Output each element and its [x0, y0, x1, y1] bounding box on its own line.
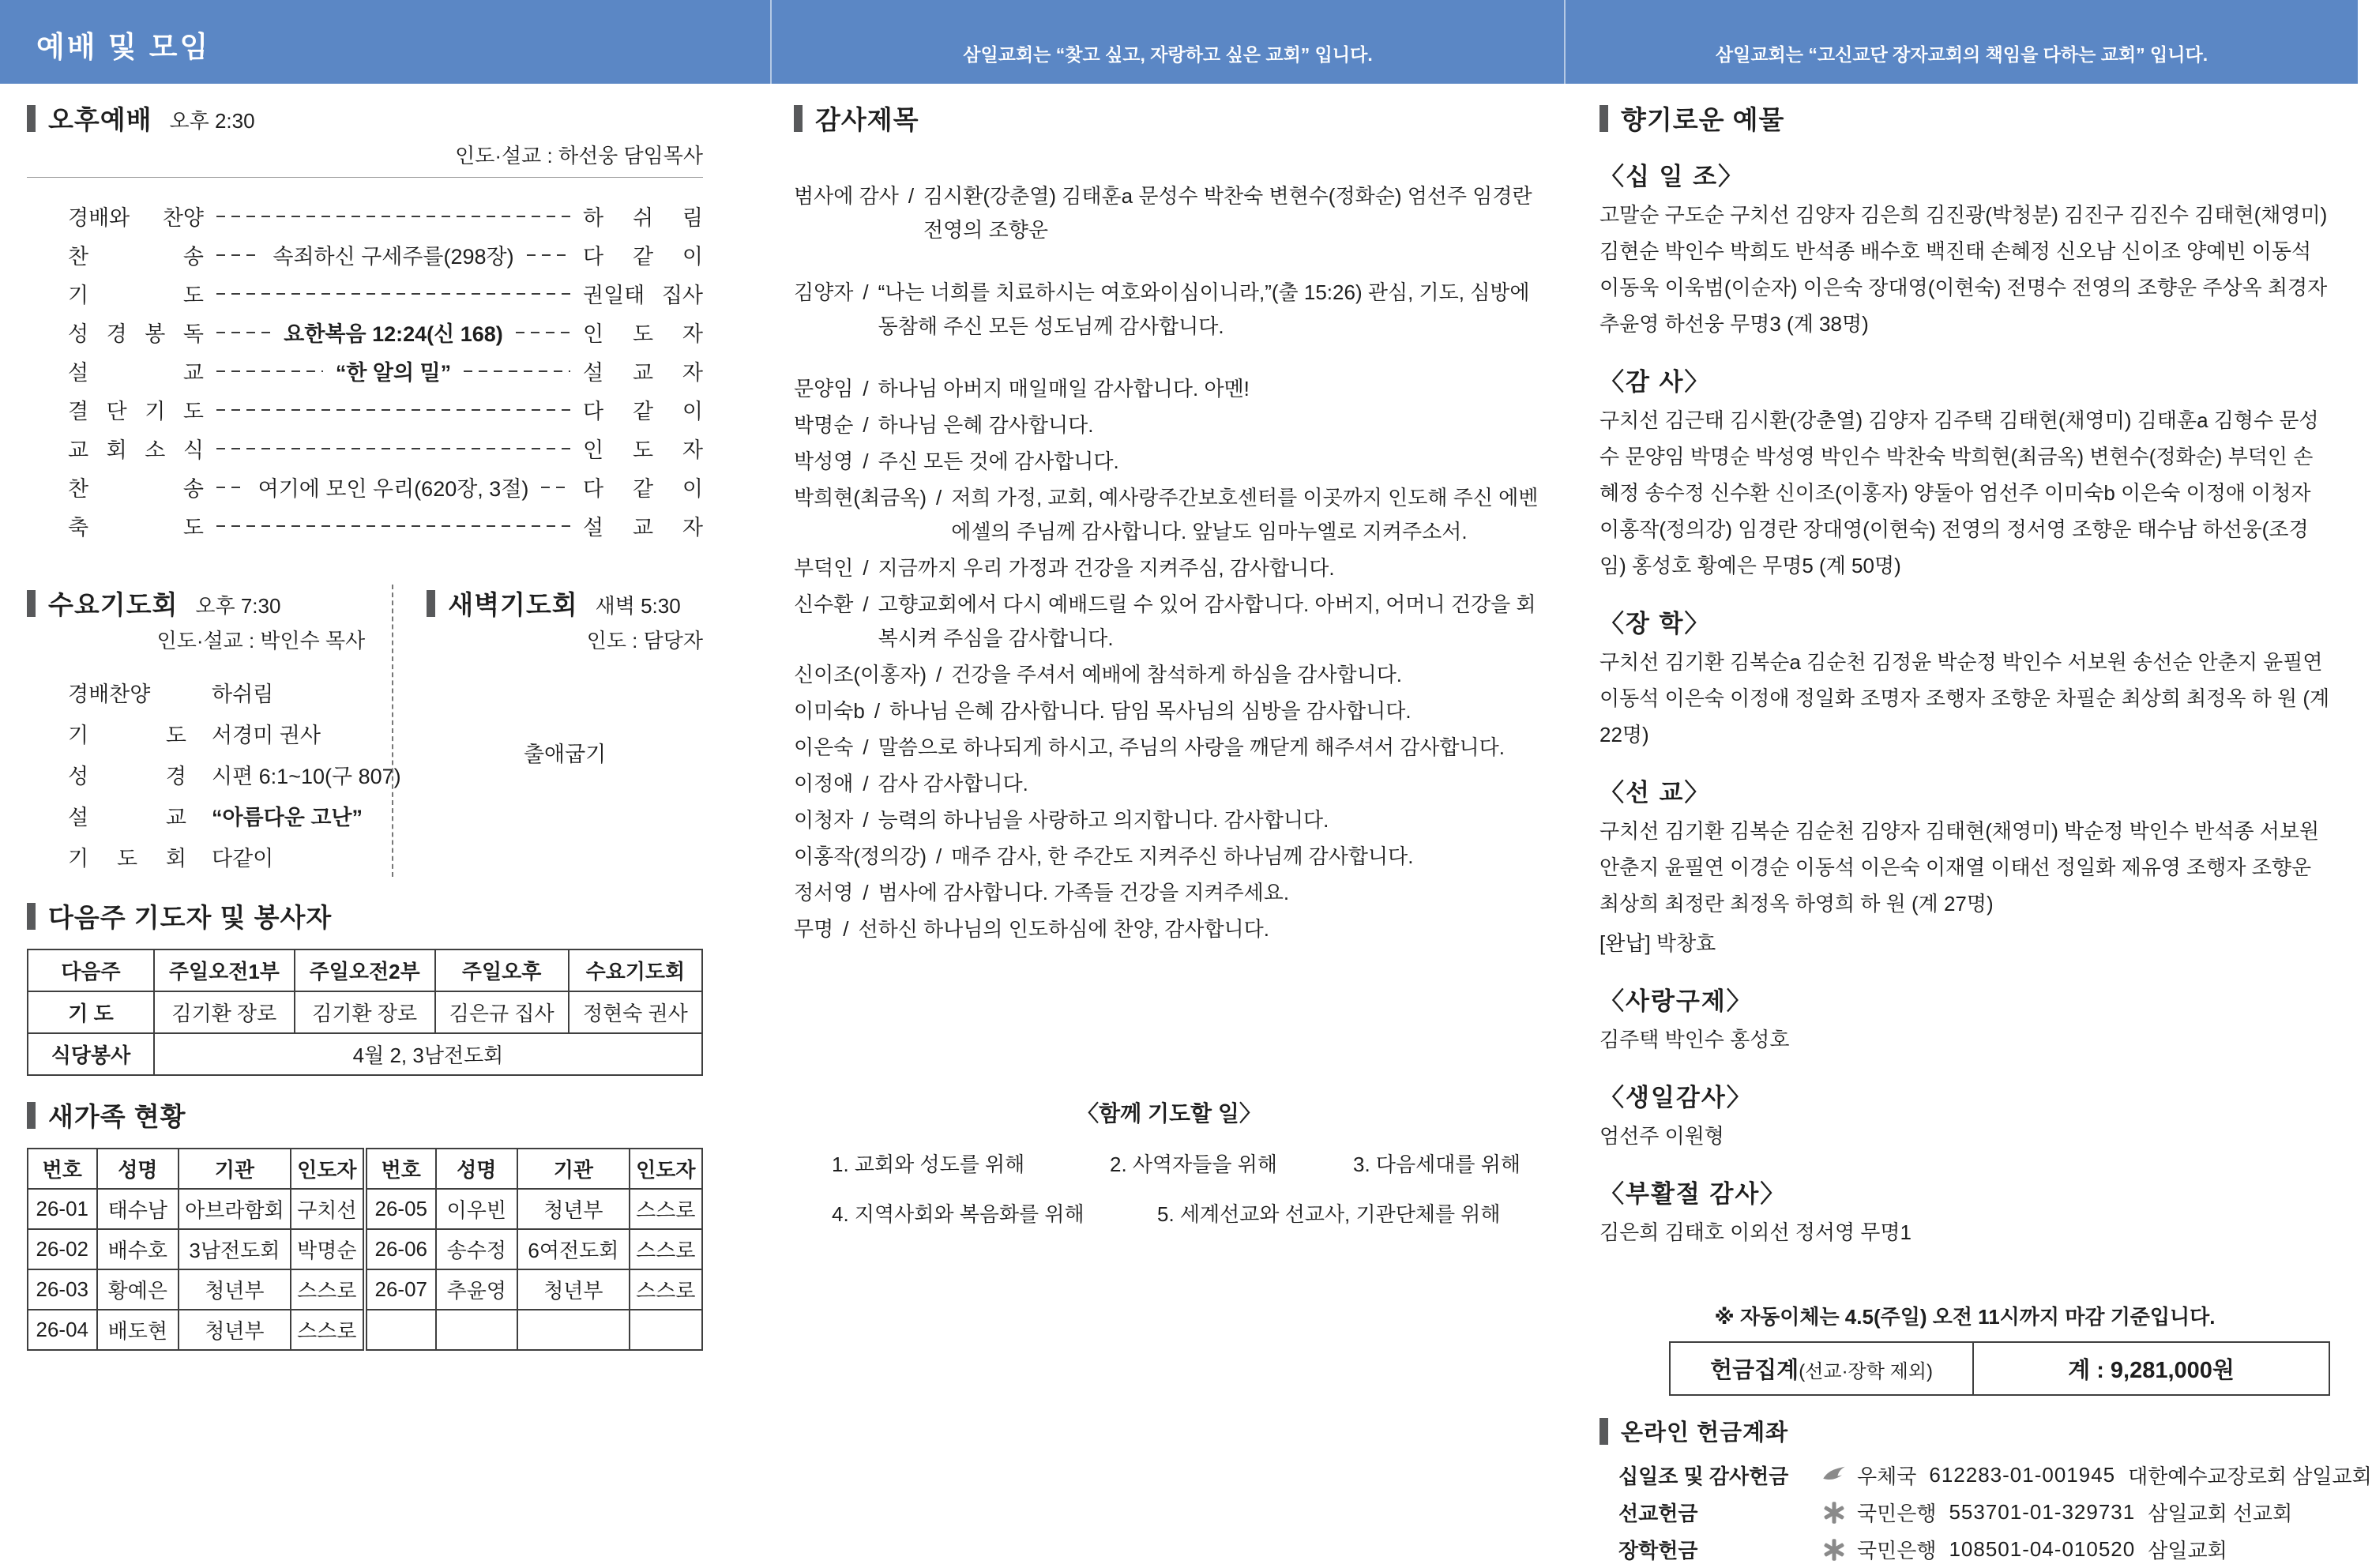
column-header: 기관 [179, 1149, 291, 1189]
service-leader: 인도 : 담당자 [586, 629, 703, 652]
joint-prayer-section [794, 1096, 1544, 1228]
row-label: 식당봉사 [28, 1033, 154, 1075]
list-item [794, 694, 1544, 728]
leader-dashes [216, 525, 570, 527]
giver-name: 이은숙 [794, 735, 854, 759]
worship-row [27, 313, 703, 352]
table-cell: 26-07 [365, 1269, 436, 1310]
table-cell: 청년부 [517, 1189, 630, 1229]
column-header: 주일오후 [435, 949, 569, 991]
worship-item-person: 다 같 이 [583, 477, 704, 501]
worship-item-label: 결 단 기 도 [68, 400, 204, 423]
total-label-cell [1670, 1342, 1973, 1395]
list-item [794, 445, 1544, 479]
account-number: 108501-04-010520 [1949, 1537, 2136, 1561]
giver-name: 이홍작(정의강) [794, 844, 927, 868]
giver-name: 이정애 [794, 772, 854, 795]
table-cell: 이우빈 [436, 1189, 518, 1229]
worship-item-label: 찬 송 [68, 245, 204, 269]
thanks-text: 하나님 아버지 매일매일 감사합니다. 아멘! [878, 377, 1250, 400]
meeting-row [27, 795, 365, 836]
wednesday-order [27, 671, 401, 877]
table-cell: 스스로 [291, 1310, 365, 1350]
banner-right-panel [1564, 0, 2358, 84]
list-item [794, 876, 1544, 910]
dawn-bible-book: 출애굽기 [523, 743, 607, 766]
table-row [28, 1310, 702, 1350]
worship-item-label: 성 경 봉 독 [68, 322, 204, 346]
kb-bank-logo-icon [1822, 1501, 1857, 1525]
table-cell: 4월 2, 3남전도회 [154, 1033, 702, 1075]
newcomers-table [27, 1148, 703, 1351]
section-header-accounts [1600, 1415, 2330, 1447]
giver-name: 김양자 [794, 280, 854, 304]
table-cell [436, 1310, 518, 1350]
column-header: 번호 [28, 1149, 97, 1189]
leader-dashes [527, 254, 570, 256]
table-row [28, 991, 702, 1033]
separator: / [936, 486, 942, 510]
thanks-text: 능력의 하나님을 사랑하고 의지합니다. 감사합니다. [878, 808, 1329, 832]
giver-names: 고말순 구도순 구치선 김양자 김은희 김진광(박청분) 김진구 김진수 김태현(채영미) 김현순 박인수 박희도 반석종 배수호 백진태 손혜정 신오남 신이조 양예빈 이동석 이동욱 이욱범(이순자) 이은숙 장대영(이현숙) 전명수 전영의 조향운 주상옥 최경자 추윤영 하선웅 무명3 (계 38명) [1600, 203, 2328, 336]
thanksgiving-list [794, 179, 1544, 946]
leader-dashes [464, 370, 570, 372]
order-of-worship [27, 197, 703, 545]
list-item [794, 767, 1544, 801]
meeting-item-value: 시편 6:1~10(구 807) [212, 764, 401, 788]
giver-name: 박명순 [794, 413, 854, 437]
table-cell: 3남전도회 [179, 1229, 291, 1269]
table-cell: 26-04 [28, 1310, 97, 1350]
account-number: 612283-01-001945 [1929, 1463, 2116, 1487]
online-accounts-section [1600, 1415, 2372, 1568]
worship-item-label: 설 교 [68, 361, 204, 385]
giver-name: 박성영 [794, 449, 854, 473]
giver-name: 정서영 [794, 881, 854, 904]
table-cell [365, 1310, 436, 1350]
table-cell: 26-03 [28, 1269, 97, 1310]
separator: / [936, 663, 942, 686]
worship-row [27, 274, 703, 313]
nextweek-section [27, 897, 703, 1076]
meeting-item-label: 기 도 [68, 723, 186, 747]
table-cell: 6여전도회 [517, 1229, 630, 1269]
giver-names: 구치선 김기환 김복순 김순천 김양자 김태현(채영미) 박순정 박인수 반석종 서보원 안춘지 윤필연 이경순 이동석 이은숙 이재열 이태선 정일화 제유영 조행자 조향운 최상희 최정란 최정옥 하영희 하 원 (계 27명) [1600, 819, 2320, 916]
scripture-reference: 요한복음 12:24(신 168) [284, 322, 503, 346]
hymn-title: 여기에 모인 우리(620장, 3절) [257, 477, 529, 501]
list-item [794, 372, 1544, 406]
table-cell: 스스로 [630, 1229, 702, 1269]
hymn-title: 속죄하신 구세주를(298장) [273, 245, 514, 269]
column-header: 주일오전1부 [154, 949, 295, 991]
thanks-text: 선하신 하나님의 인도하심에 찬양, 감사합니다. [858, 917, 1270, 941]
table-cell: 26-05 [365, 1189, 436, 1229]
table-cell [630, 1310, 702, 1350]
section-title: 새가족 현황 [48, 1102, 186, 1131]
separator: / [863, 735, 869, 759]
worship-item-label: 기 도 [68, 284, 204, 307]
thanks-text: 김시환(강춘열) 김태훈a 문성수 박찬숙 변현수(정화순) 엄선주 임경란 전영의 조향운 [923, 184, 1532, 242]
thanks-text: 주신 모든 것에 감사합니다. [878, 449, 1119, 473]
separator: / [936, 844, 942, 868]
giver-name: 이미숙b [794, 699, 865, 723]
leader-dashes [216, 409, 570, 411]
list-item [794, 551, 1544, 585]
thanks-text: “나는 너희를 치료하시는 여호와이심이니라,”(출 15:26) 관심, 기도, 심방에 동참해 주신 모든 성도님께 감사합니다. [878, 280, 1530, 338]
section-title: 향기로운 예물 [1621, 105, 1785, 134]
offering-group-mission [1600, 773, 2330, 961]
offering-group-easter [1600, 1174, 2330, 1250]
section-bar-icon [1600, 1418, 1608, 1445]
meeting-row [27, 671, 365, 713]
column-header: 성명 [97, 1149, 179, 1189]
prayer-topics-row [794, 1198, 1544, 1228]
table-cell: 배수호 [97, 1229, 179, 1269]
meeting-item-value: 서경미 권사 [212, 723, 321, 747]
bank-name: 국민은행 [1857, 1502, 1937, 1525]
worship-item-label: 교 회 소 식 [68, 438, 204, 462]
sermon-title: “아름다운 고난” [212, 805, 363, 829]
group-heading: 〈사랑구제〉 [1600, 987, 1753, 1015]
worship-item-person: 권일태 집사 [583, 284, 703, 307]
section-bar-icon [427, 590, 435, 617]
meeting-row [27, 836, 365, 877]
section-bar-icon [27, 590, 36, 617]
separator: / [863, 592, 869, 616]
separator: / [843, 917, 849, 941]
prayer-topic: 4. 지역사회와 복음화를 위해 [832, 1202, 1085, 1226]
table-cell [517, 1310, 630, 1350]
column-header: 수요기도회 [569, 949, 702, 991]
thanks-text: 하나님 은혜 감사합니다. 담임 목사님의 심방을 감사합니다. [889, 699, 1412, 723]
thanks-text: 지금까지 우리 가정과 건강을 지켜주심, 감사합니다. [878, 556, 1335, 580]
table-cell: 김은규 집사 [435, 991, 569, 1033]
meeting-item-value: 하쉬림 [212, 682, 274, 706]
separator: / [908, 184, 915, 208]
column-header: 인도자 [630, 1149, 702, 1189]
separator: / [863, 413, 869, 437]
table-row [28, 1269, 702, 1310]
section-bar-icon [27, 903, 36, 930]
giver-names: 김주택 박인수 홍성호 [1600, 1028, 1790, 1051]
afternoon-worship-section [27, 100, 703, 545]
account-list [1600, 1457, 2372, 1568]
table-row [28, 1229, 702, 1269]
list-item [794, 840, 1544, 874]
giver-names: 구치선 김근태 김시환(강춘열) 김양자 김주택 김태현(채영미) 김태훈a 김형수 문성수 문양임 박명순 박성영 박인수 박찬숙 박희현(최금옥) 변현수(정화순) 부덕인 손혜정 송수정 신수환 신이조(이홍자) 양둘아 엄선주 이미숙b 이은숙 이정애 이청자 이홍작(정의강) 임경란 장대영(이현숙) 전영의 정서영 조향운 태수남 하선웅(조경임) 홍성호 황예은 무명5 (계 50명) [1600, 408, 2319, 577]
table-row [28, 1033, 702, 1075]
offering-group-birthday [1600, 1077, 2330, 1154]
account-row [1600, 1494, 2330, 1531]
leader-dashes [216, 254, 260, 256]
offering-group-charity [1600, 981, 2330, 1058]
leader-dashes [216, 370, 323, 372]
prayer-topic: 1. 교회와 성도를 위해 [832, 1152, 1025, 1176]
list-item [794, 588, 1544, 656]
giver-name: 신이조(이홍자) [794, 663, 927, 686]
post-office-logo-icon [1822, 1464, 1857, 1487]
newcomers-section [27, 1096, 703, 1351]
worship-row [27, 468, 703, 506]
table-cell: 스스로 [630, 1269, 702, 1310]
service-leader: 인도·설교 : 박인수 목사 [156, 629, 366, 652]
paid-in-full-note: [완납] 박창효 [1600, 931, 1716, 955]
prayer-meetings-section [27, 585, 703, 877]
table-cell: 송수정 [436, 1229, 518, 1269]
account-row [1600, 1457, 2372, 1494]
thanks-text: 말씀으로 하나되게 하시고, 주님의 사랑을 깨닫게 해주셔서 감사합니다. [878, 735, 1505, 759]
table-cell: 26-02 [28, 1229, 97, 1269]
worship-item-person: 설 교 자 [583, 516, 703, 540]
list-item [794, 481, 1544, 549]
list-item [794, 276, 1544, 344]
separator: / [863, 881, 869, 904]
auto-transfer-note: ※ 자동이체는 4.5(주일) 오전 11시까지 마감 기준입니다. [1714, 1305, 2216, 1329]
thanksgiving-column [794, 100, 1544, 1253]
meeting-row [27, 713, 365, 754]
table-cell: 26-01 [28, 1189, 97, 1229]
table-cell: 26-06 [365, 1229, 436, 1269]
worship-row [27, 235, 703, 274]
thanks-text: 범사에 감사합니다. 가족들 건강을 지켜주세요. [878, 881, 1290, 904]
offering-group-thanks [1600, 362, 2330, 584]
leader-dashes [541, 487, 570, 488]
table-cell: 태수남 [97, 1189, 179, 1229]
thanks-text: 매주 감사, 한 주간도 지켜주신 하나님께 감사합니다. [951, 844, 1414, 868]
meeting-item-value: 다같이 [212, 846, 274, 870]
section-title: 온라인 헌금계좌 [1621, 1420, 1789, 1446]
prayer-topic: 2. 사역자들을 위해 [1110, 1152, 1277, 1176]
offering-total-table [1669, 1341, 2330, 1396]
table-header-row [28, 1149, 702, 1189]
prayer-topics-row [794, 1149, 1544, 1178]
group-heading: 〈생일감사〉 [1600, 1084, 1753, 1111]
leader-dashes [216, 448, 570, 449]
giver-name: 무명 [794, 917, 834, 941]
column-header: 성명 [436, 1149, 518, 1189]
section-header-newcomers [27, 1096, 703, 1134]
worship-row [27, 506, 703, 545]
thanks-text: 하나님 은혜 감사합니다. [878, 413, 1094, 437]
church-motto-1: 삼일교회는 “찾고 싶고, 자랑하고 싶은 교회” 입니다. [963, 44, 1373, 65]
section-bar-icon [27, 105, 36, 132]
section-bar-icon [1600, 105, 1608, 132]
table-cell: 박명순 [291, 1229, 365, 1269]
offerings-column [1600, 100, 2372, 1568]
church-motto-2: 삼일교회는 “고신교단 장자교회의 책임을 다하는 교회” 입니다. [1715, 44, 2208, 65]
account-holder: 삼일교회 [2148, 1539, 2227, 1562]
top-banner [0, 0, 2358, 84]
group-heading: 〈십 일 조〉 [1600, 163, 1745, 190]
table-row [28, 1189, 702, 1229]
giver-name: 범사에 감사 [794, 184, 899, 208]
worship-item-label: 찬 송 [68, 477, 204, 501]
thanks-text: 고향교회에서 다시 예배드릴 수 있어 감사합니다. 아버지, 어머니 건강을 회복시켜 주심을 감사합니다. [878, 592, 1536, 650]
nextweek-table [27, 949, 703, 1076]
worship-row [27, 429, 703, 468]
section-title: 새벽기도회 [448, 590, 578, 619]
section-header-dawn [427, 585, 703, 622]
leader-dashes [216, 332, 271, 333]
worship-item-person: 인 도 자 [583, 438, 703, 462]
table-cell: 김기환 장로 [154, 991, 295, 1033]
total-amount: 계 : 9,281,000원 [1973, 1342, 2329, 1395]
worship-column [27, 100, 703, 1351]
leader-dashes [216, 293, 570, 295]
thanks-text: 건강을 주셔서 예배에 참석하게 하심을 감사합니다. [951, 663, 1403, 686]
row-label: 기 도 [28, 991, 154, 1033]
giver-name: 이청자 [794, 808, 854, 832]
wednesday-prayer-section [27, 585, 401, 877]
account-holder: 대한예수교장로회 삼일교회 [2128, 1465, 2372, 1488]
section-header-offerings [1600, 100, 2330, 137]
separator: / [863, 449, 869, 473]
service-time: 오후 2:30 [169, 109, 255, 133]
service-leader: 인도·설교 : 하선웅 담임목사 [455, 144, 703, 167]
sermon-title: “한 알의 밀” [335, 361, 452, 385]
bank-name: 우체국 [1857, 1465, 1917, 1488]
separator: / [863, 808, 869, 832]
section-title: 다음주 기도자 및 봉사자 [48, 903, 333, 932]
separator: / [863, 280, 869, 304]
column-header: 인도자 [291, 1149, 365, 1189]
account-type-label: 장학헌금 [1618, 1539, 1698, 1562]
section-title: 감사제목 [815, 105, 919, 134]
joint-prayer-title: 〈함께 기도할 일〉 [1077, 1101, 1261, 1126]
offering-group-tithe [1600, 156, 2330, 342]
list-item [794, 731, 1544, 765]
table-cell: 청년부 [517, 1269, 630, 1310]
account-row [1600, 1531, 2330, 1568]
section-bar-icon [794, 105, 803, 132]
divider [27, 177, 703, 178]
worship-row [27, 352, 703, 390]
section-title: 수요기도회 [48, 590, 179, 619]
giver-name: 부덕인 [794, 556, 854, 580]
group-heading: 〈부활절 감사〉 [1600, 1180, 1787, 1208]
list-item [794, 408, 1544, 442]
account-number: 553701-01-329731 [1949, 1500, 2136, 1524]
account-holder: 삼일교회 선교회 [2148, 1502, 2293, 1525]
group-heading: 〈감 사〉 [1600, 368, 1711, 396]
thanks-text: 감사 감사합니다. [878, 772, 1028, 795]
column-header: 주일오전2부 [295, 949, 435, 991]
list-item [794, 658, 1544, 692]
separator: / [863, 772, 869, 795]
meeting-item-label: 설 교 [68, 805, 186, 829]
column-header: 기관 [517, 1149, 630, 1189]
list-item [794, 912, 1544, 946]
worship-item-label: 경배와 찬양 [68, 206, 204, 230]
meeting-item-label: 경배찬양 [68, 682, 151, 706]
offering-group-scholarship [1600, 604, 2330, 753]
giver-name: 박희현(최금옥) [794, 486, 927, 510]
worship-item-person: 하 쉬 림 [583, 206, 703, 230]
giver-name: 문양임 [794, 377, 854, 400]
list-item [794, 179, 1544, 247]
worship-row [27, 390, 703, 429]
table-cell: 정현숙 권사 [569, 991, 702, 1033]
account-type-label: 십일조 및 감사헌금 [1618, 1465, 1789, 1488]
giver-names: 엄선주 이원형 [1600, 1124, 1724, 1148]
separator: / [863, 377, 869, 400]
prayer-topic: 3. 다음세대를 위해 [1353, 1152, 1521, 1176]
table-header-row [28, 949, 702, 991]
giver-name: 신수환 [794, 592, 854, 616]
giver-names: 구치선 김기환 김복순a 김순천 김정윤 박순정 박인수 서보원 송선순 안춘지 윤필연 이동석 이은숙 이정애 정일화 조명자 조행자 조향운 차필순 최상희 최정옥 하 원 (계 22명) [1600, 650, 2330, 746]
group-heading: 〈장 학〉 [1600, 610, 1711, 637]
table-cell: 청년부 [179, 1269, 291, 1310]
banner-center-panel [770, 0, 1564, 84]
separator: / [874, 699, 881, 723]
table-cell: 배도현 [97, 1310, 179, 1350]
table-cell: 추윤영 [436, 1269, 518, 1310]
section-header-afternoon [27, 100, 703, 137]
giver-names: 김은희 김태호 이외선 정서영 무명1 [1600, 1220, 1912, 1244]
table-cell: 스스로 [291, 1269, 365, 1310]
prayer-topic: 5. 세계선교와 선교사, 기관단체를 위해 [1157, 1202, 1501, 1226]
group-heading: 〈선 교〉 [1600, 779, 1711, 807]
total-label-sub: (선교·장학 제외) [1799, 1361, 1933, 1382]
leader-dashes [216, 216, 570, 217]
separator: / [863, 556, 869, 580]
section-header-nextweek [27, 897, 703, 934]
table-row [1670, 1342, 2329, 1395]
section-header-thanks [794, 100, 1544, 137]
worship-item-person: 다 같 이 [583, 400, 703, 423]
meeting-row [27, 754, 401, 795]
worship-row [27, 197, 703, 235]
total-label: 헌금집계 [1710, 1358, 1799, 1383]
table-cell: 김기환 장로 [295, 991, 435, 1033]
column-header: 번호 [365, 1149, 436, 1189]
account-type-label: 선교헌금 [1618, 1502, 1698, 1525]
section-header-wednesday [27, 585, 365, 622]
meeting-item-label: 기 도 회 [68, 846, 186, 870]
leader-dashes [516, 332, 570, 333]
worship-item-person: 인 도 자 [583, 322, 703, 346]
section-bar-icon [27, 1102, 36, 1129]
table-cell: 청년부 [179, 1310, 291, 1350]
service-time: 새벽 5:30 [595, 594, 681, 618]
table-cell: 구치선 [291, 1189, 365, 1229]
service-time: 오후 7:30 [195, 594, 281, 618]
worship-item-person: 설 교 자 [583, 361, 703, 385]
banner-left-panel [0, 0, 770, 84]
column-header: 다음주 [28, 949, 154, 991]
table-cell: 아브라함회 [179, 1189, 291, 1229]
worship-item-person: 다 같 이 [583, 245, 703, 269]
table-cell: 스스로 [630, 1189, 702, 1229]
dawn-prayer-section [392, 585, 703, 877]
meeting-item-label: 성 경 [68, 764, 186, 788]
table-cell: 황예은 [97, 1269, 179, 1310]
leader-dashes [216, 487, 246, 488]
kb-bank-logo-icon [1822, 1538, 1857, 1562]
bank-name: 국민은행 [1857, 1539, 1937, 1562]
section-title: 오후예배 [48, 105, 152, 134]
page-title: 예배 및 모임 [36, 31, 211, 63]
thanks-text: 저희 가정, 교회, 예사랑주간보호센터를 이곳까지 인도해 주신 에벤에셀의 주님께 감사합니다. 앞날도 임마누엘로 지켜주소서. [951, 486, 1539, 543]
list-item [794, 803, 1544, 837]
worship-item-label: 축 도 [68, 516, 204, 540]
